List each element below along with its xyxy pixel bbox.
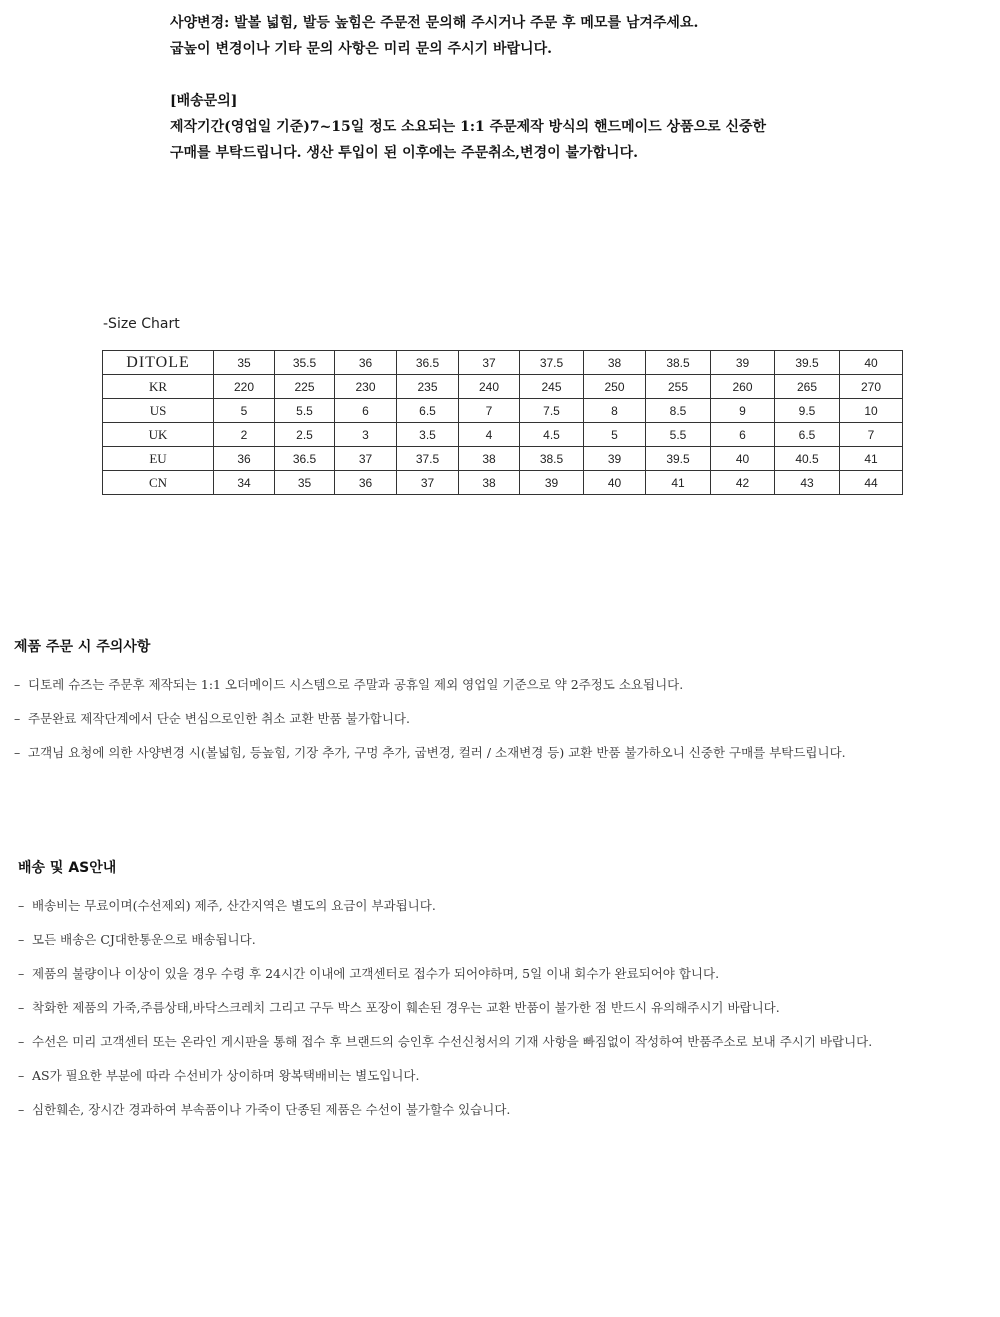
intro-line-production-period: 제작기간(영업일 기준)7~15일 정도 소요되는 1:1 주문제작 방식의 핸드메이드 상품으로 신중한 xyxy=(170,119,767,135)
size-cell: 39 xyxy=(520,471,584,495)
size-cell: 38 xyxy=(459,447,520,471)
size-cell: 6.5 xyxy=(397,399,459,423)
bullet-dash: – xyxy=(18,932,25,947)
size-cell: 36 xyxy=(335,471,397,495)
size-row-label: CN xyxy=(103,471,214,495)
size-cell: 42 xyxy=(711,471,775,495)
size-cell: 240 xyxy=(459,375,520,399)
size-cell: 41 xyxy=(840,447,903,471)
shipping-notice-heading: 배송 및 AS안내 xyxy=(18,860,117,876)
shipping-notice-item xyxy=(18,991,994,1025)
size-cell: 245 xyxy=(520,375,584,399)
size-cell: 7 xyxy=(840,423,903,447)
bullet-dash: – xyxy=(18,1034,25,1049)
size-cell: 10 xyxy=(840,399,903,423)
bullet-dash: – xyxy=(14,677,21,692)
size-cell: 37 xyxy=(335,447,397,471)
size-cell: 6 xyxy=(335,399,397,423)
shipping-notice-item xyxy=(18,1093,994,1127)
intro-shipping-heading: [배송문의] xyxy=(170,93,238,109)
size-cell: 5 xyxy=(584,423,646,447)
size-row-label: US xyxy=(103,399,214,423)
intro-line-spec-change: 사양변경: 발볼 넓힘, 발등 높힘은 주문전 문의해 주시거나 주문 후 메모를 남겨주세요. xyxy=(170,15,699,31)
shipping-notice-item xyxy=(18,1059,994,1093)
size-cell: 36 xyxy=(214,447,275,471)
shipping-notice-item-text: 착화한 제품의 가죽,주름상태,바닥스크레치 그리고 구두 박스 포장이 훼손된 경우는 교환 반품이 불가한 점 반드시 유의해주시기 바랍니다. xyxy=(32,1000,780,1015)
size-row-uk xyxy=(103,423,903,447)
size-cell: 40 xyxy=(584,471,646,495)
size-row-eu xyxy=(103,447,903,471)
size-cell: 260 xyxy=(711,375,775,399)
size-cell: 9 xyxy=(711,399,775,423)
size-cell: 7.5 xyxy=(520,399,584,423)
bullet-dash: – xyxy=(18,898,25,913)
size-cell: 36.5 xyxy=(397,351,459,375)
shipping-notice-item xyxy=(18,923,994,957)
size-cell: 7 xyxy=(459,399,520,423)
order-notice-item-text: 주문완료 제작단계에서 단순 변심으로인한 취소 교환 반품 불가합니다. xyxy=(28,711,410,726)
bullet-dash: – xyxy=(14,745,21,760)
shipping-notice-item-text: 제품의 불량이나 이상이 있을 경우 수령 후 24시간 이내에 고객센터로 접수가 되어야하며, 5일 이내 회수가 완료되어야 합니다. xyxy=(32,966,720,981)
size-cell: 37.5 xyxy=(520,351,584,375)
bullet-dash: – xyxy=(18,1000,25,1015)
size-cell: 40 xyxy=(840,351,903,375)
order-notice-item-text: 고객님 요청에 의한 사양변경 시(볼넓힘, 등높힘, 기장 추가, 구멍 추가, 굽변경, 컬러 / 소재변경 등) 교환 반품 불가하오니 신중한 구매를 부탁드립니다. xyxy=(28,745,846,760)
shipping-notice-item-text: 수선은 미리 고객센터 또는 온라인 게시판을 통해 접수 후 브랜드의 승인후 수선신청서의 기재 사항을 빠짐없이 작성하여 반품주소로 보내 주시기 바랍니다. xyxy=(32,1034,873,1049)
shipping-notice-item-text: AS가 필요한 부분에 따라 수선비가 상이하며 왕복택배비는 별도입니다. xyxy=(32,1068,420,1083)
size-cell: 270 xyxy=(840,375,903,399)
size-cell: 4 xyxy=(459,423,520,447)
size-cell: 40.5 xyxy=(775,447,840,471)
size-row-us xyxy=(103,399,903,423)
size-row-cn xyxy=(103,471,903,495)
shipping-notice-item xyxy=(18,1025,994,1059)
size-row-label: EU xyxy=(103,447,214,471)
size-cell: 265 xyxy=(775,375,840,399)
size-row-label: KR xyxy=(103,375,214,399)
size-cell: 2 xyxy=(214,423,275,447)
shipping-notice-section xyxy=(14,857,994,1127)
size-cell: 40 xyxy=(711,447,775,471)
size-row-label: DITOLE xyxy=(103,351,214,375)
shipping-notice-item-text: 배송비는 무료이며(수선제외) 제주, 산간지역은 별도의 요금이 부과됩니다. xyxy=(32,898,436,913)
size-cell: 44 xyxy=(840,471,903,495)
size-cell: 39 xyxy=(711,351,775,375)
size-cell: 34 xyxy=(214,471,275,495)
size-chart-table xyxy=(102,350,903,495)
size-row-kr xyxy=(103,375,903,399)
order-notice-item-text: 디토레 슈즈는 주문후 제작되는 1:1 오더메이드 시스템으로 주말과 공휴일 제외 영업일 기준으로 약 2주정도 소요됩니다. xyxy=(28,677,684,692)
size-chart-title: -Size Chart xyxy=(103,316,180,332)
shipping-notice-item-text: 심한훼손, 장시간 경과하여 부속품이나 가죽이 단종된 제품은 수선이 불가할수 있습니다. xyxy=(32,1102,511,1117)
size-cell: 4.5 xyxy=(520,423,584,447)
size-cell: 235 xyxy=(397,375,459,399)
size-cell: 36 xyxy=(335,351,397,375)
size-cell: 5.5 xyxy=(275,399,335,423)
size-cell: 38.5 xyxy=(520,447,584,471)
size-cell: 8.5 xyxy=(646,399,711,423)
size-cell: 35 xyxy=(214,351,275,375)
size-cell: 39 xyxy=(584,447,646,471)
size-cell: 230 xyxy=(335,375,397,399)
bullet-dash: – xyxy=(18,1102,25,1117)
size-cell: 36.5 xyxy=(275,447,335,471)
order-notice-item xyxy=(14,668,994,702)
bullet-dash: – xyxy=(18,1068,25,1083)
order-notice-heading: 제품 주문 시 주의사항 xyxy=(14,639,151,655)
order-notice-item xyxy=(14,736,994,770)
intro-text xyxy=(170,10,950,166)
size-cell: 43 xyxy=(775,471,840,495)
size-cell: 3.5 xyxy=(397,423,459,447)
size-cell: 2.5 xyxy=(275,423,335,447)
bullet-dash: – xyxy=(18,966,25,981)
size-cell: 35.5 xyxy=(275,351,335,375)
size-cell: 5 xyxy=(214,399,275,423)
size-cell: 9.5 xyxy=(775,399,840,423)
size-cell: 38.5 xyxy=(646,351,711,375)
size-row-ditole xyxy=(103,351,903,375)
size-cell: 37 xyxy=(459,351,520,375)
size-cell: 39.5 xyxy=(646,447,711,471)
size-cell: 5.5 xyxy=(646,423,711,447)
size-cell: 41 xyxy=(646,471,711,495)
size-cell: 220 xyxy=(214,375,275,399)
size-cell: 255 xyxy=(646,375,711,399)
size-cell: 250 xyxy=(584,375,646,399)
size-row-label: UK xyxy=(103,423,214,447)
size-cell: 38 xyxy=(459,471,520,495)
shipping-notice-item xyxy=(18,957,994,991)
size-cell: 3 xyxy=(335,423,397,447)
order-notice-item xyxy=(14,702,994,736)
size-cell: 6.5 xyxy=(775,423,840,447)
shipping-notice-item-text: 모든 배송은 CJ대한통운으로 배송됩니다. xyxy=(32,932,256,947)
size-cell: 37.5 xyxy=(397,447,459,471)
size-cell: 6 xyxy=(711,423,775,447)
size-cell: 37 xyxy=(397,471,459,495)
size-cell: 35 xyxy=(275,471,335,495)
size-cell: 38 xyxy=(584,351,646,375)
shipping-notice-item xyxy=(18,889,994,923)
order-notice-section xyxy=(14,636,994,770)
size-cell: 39.5 xyxy=(775,351,840,375)
intro-line-heel-inquiry: 굽높이 변경이나 기타 문의 사항은 미리 문의 주시기 바랍니다. xyxy=(170,41,552,57)
intro-line-cancel-policy: 구매를 부탁드립니다. 생산 투입이 된 이후에는 주문취소,변경이 불가합니다. xyxy=(170,145,638,161)
spacer xyxy=(170,62,950,88)
bullet-dash: – xyxy=(14,711,21,726)
size-cell: 8 xyxy=(584,399,646,423)
size-cell: 225 xyxy=(275,375,335,399)
